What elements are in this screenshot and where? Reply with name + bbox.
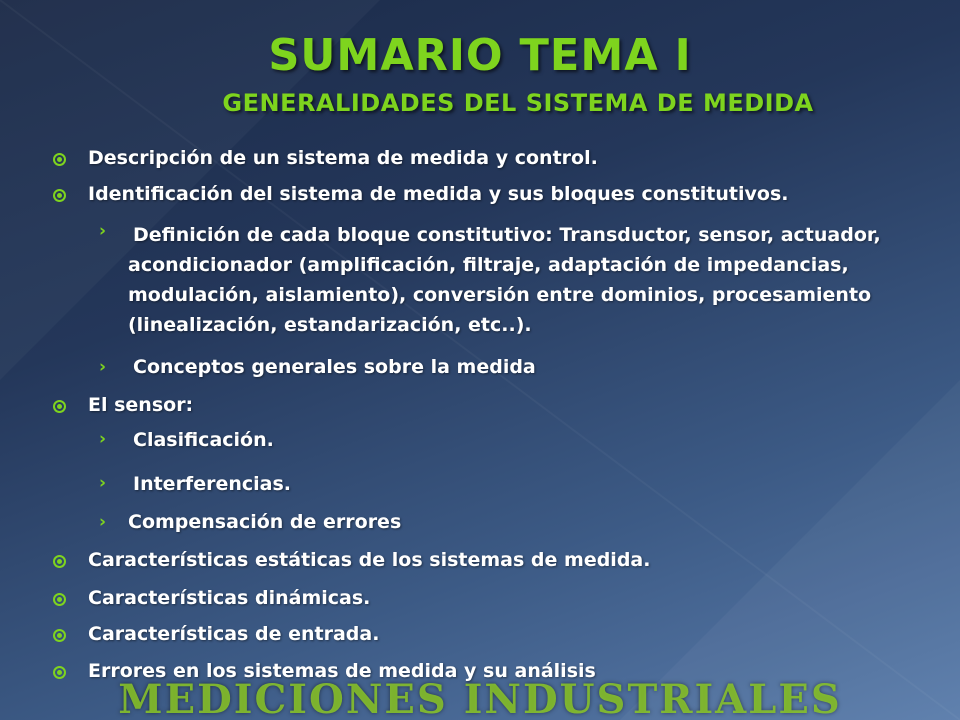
footer-logo-text: MEDICIONES INDUSTRIALES bbox=[118, 676, 842, 720]
chevron-right-icon: › bbox=[99, 512, 107, 532]
circle-dot-icon bbox=[53, 555, 66, 568]
list-item: Compensación de errores bbox=[128, 511, 402, 533]
list-item: Errores en los sistemas de medida y su análisis bbox=[88, 660, 596, 682]
list-item: Características dinámicas. bbox=[88, 587, 371, 609]
list-item: Conceptos generales sobre la medida bbox=[133, 356, 536, 378]
list-item: Definición de cada bloque constitutivo: Transductor, sensor, actuador, acondicionador (amplificación, filtraje, adaptación de impedancias, modulación, aislamiento), conversión entre dominios, procesamiento (linealización, estandarización, etc..). bbox=[128, 224, 881, 336]
circle-dot-icon bbox=[53, 153, 66, 166]
chevron-right-icon: › bbox=[99, 429, 107, 449]
circle-dot-icon bbox=[53, 189, 66, 202]
chevron-right-icon: › bbox=[99, 357, 107, 377]
chevron-right-icon: › bbox=[99, 221, 107, 241]
list-item: Descripción de un sistema de medida y control. bbox=[88, 147, 598, 169]
circle-dot-icon bbox=[53, 400, 66, 413]
circle-dot-icon bbox=[53, 593, 66, 606]
list-item: Interferencias. bbox=[133, 473, 291, 495]
list-item: El sensor: bbox=[88, 394, 194, 416]
list-item: Clasificación. bbox=[133, 429, 274, 451]
circle-dot-icon bbox=[53, 629, 66, 642]
list-item: Características estáticas de los sistemas de medida. bbox=[88, 549, 651, 571]
chevron-right-icon: › bbox=[99, 473, 107, 493]
list-item: Identificación del sistema de medida y sus bloques constitutivos. bbox=[88, 183, 789, 205]
slide-subtitle: GENERALIDADES DEL SISTEMA DE MEDIDA bbox=[222, 89, 814, 117]
list-item: Características de entrada. bbox=[88, 623, 380, 645]
slide-title: SUMARIO TEMA I bbox=[268, 30, 692, 81]
